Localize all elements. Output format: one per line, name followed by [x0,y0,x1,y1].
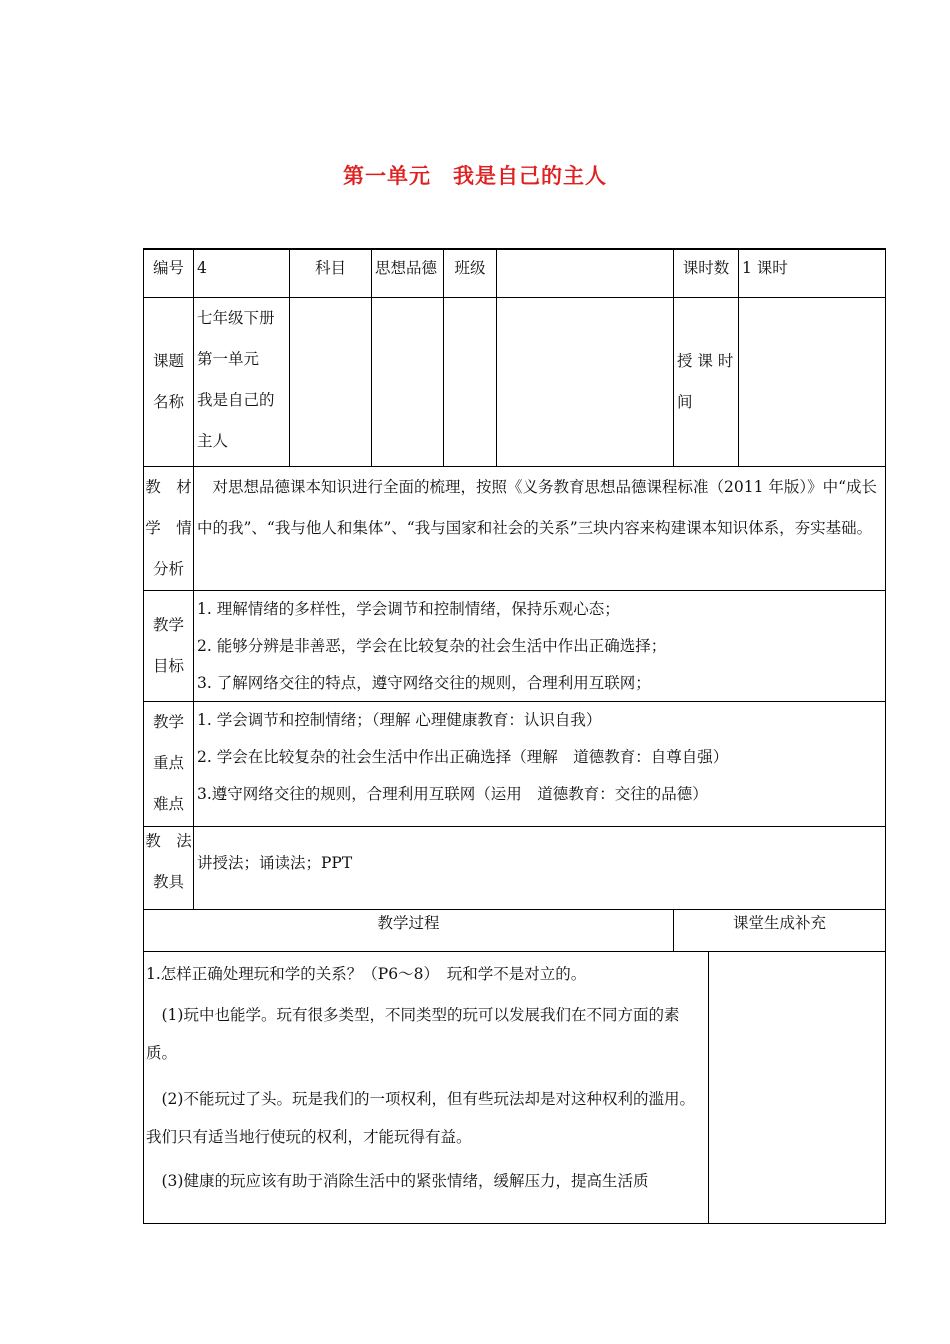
keypoints-list [194,701,886,826]
teaching-time-label [674,297,739,466]
topic-line: 主人 [197,431,229,450]
class-value [497,249,674,297]
goals-label [144,590,194,701]
keypoints-label-line: 难点 [152,794,184,813]
analysis-label [144,466,194,590]
process-paragraph: (1)玩中也能学。玩有很多类型，不同类型的玩可以发展我们在不同方面的素质。 [146,1005,680,1062]
lesson-plan-table [143,248,886,1224]
subject-value: 思想品德 [372,249,444,297]
keypoint-item: 2. 学会在比较复杂的社会生活中作出正确选择（理解 道德教育：自尊自强） [197,747,729,766]
goals-row [144,590,886,701]
number-value: 4 [194,249,290,297]
process-header-row [144,909,886,951]
teaching-time-label-line1: 授 课 时 [677,351,734,370]
empty-cell [372,297,444,466]
methods-label-line: 教 法 [145,831,192,850]
analysis-label-line: 学 情 [145,518,192,537]
topic-line: 第一单元 [197,349,260,368]
methods-text: 讲授法；诵读法；PPT [194,826,886,909]
topic-label-line2: 名称 [152,392,184,411]
methods-label [144,826,194,909]
analysis-text: 对思想品德课本知识进行全面的梳理，按照《义务教育思想品德课程标准（2011 年版）》中“成长中的我”、“我与他人和集体”、“我与国家和社会的关系”三块内容来构建课本知识体系，夯实基础。 [194,466,886,590]
goal-item: 1. 理解情绪的多样性，学会调节和控制情绪，保持乐观心态； [197,599,620,618]
keypoints-label [144,701,194,826]
goal-item: 2. 能够分辨是非善恶，学会在比较复杂的社会生活中作出正确选择； [197,636,667,655]
keypoints-label-line: 重点 [152,753,184,772]
methods-row [144,826,886,909]
analysis-label-line: 分析 [152,559,184,578]
goals-list [194,590,886,701]
process-header: 教学过程 [144,909,674,951]
process-paragraph: (3)健康的玩应该有助于消除生活中的紧张情绪，缓解压力，提高生活质 [161,1171,649,1190]
process-row [144,951,886,1223]
info-row [144,249,886,297]
methods-label-line: 教具 [152,872,184,891]
supplement-content [709,951,886,1223]
process-paragraph: 1.怎样正确处理玩和学的关系？（P6～8） 玩和学不是对立的。 [146,964,587,983]
empty-cell [444,297,497,466]
hours-value: 1 课时 [739,249,886,297]
teaching-time-label-line2: 间 [677,392,693,411]
topic-label [144,297,194,466]
topic-label-line1: 课题 [152,351,184,370]
topic-line: 七年级下册 [197,308,275,327]
keypoint-item: 3.遵守网络交往的规则，合理利用互联网（运用 道德教育：交往的品德） [197,784,708,803]
class-label: 班级 [444,249,497,297]
number-label: 编号 [144,249,194,297]
page-title: 第一单元 我是自己的主人 [343,164,607,188]
analysis-row [144,466,886,590]
analysis-label-line: 教 材 [145,477,192,496]
topic-value [194,297,290,466]
topic-row [144,297,886,466]
empty-cell [290,297,372,466]
goals-label-line: 目标 [152,656,184,675]
hours-label: 课时数 [674,249,739,297]
teaching-time-value [739,297,886,466]
topic-line: 我是自己的 [197,390,275,409]
subject-label: 科目 [290,249,372,297]
supplement-header: 课堂生成补充 [674,909,886,951]
goals-label-line: 教学 [152,615,184,634]
keypoint-item: 1. 学会调节和控制情绪；（理解 心理健康教育：认识自我） [197,710,602,729]
keypoints-row [144,701,886,826]
keypoints-label-line: 教学 [152,712,184,731]
empty-cell [497,297,674,466]
goal-item: 3. 了解网络交往的特点，遵守网络交往的规则，合理利用互联网； [197,673,651,692]
process-paragraph: (2)不能玩过了头。玩是我们的一项权利，但有些玩法却是对这种权利的滥用。我们只有适当地行使玩的权利，才能玩得有益。 [146,1089,695,1146]
process-content [144,951,709,1223]
